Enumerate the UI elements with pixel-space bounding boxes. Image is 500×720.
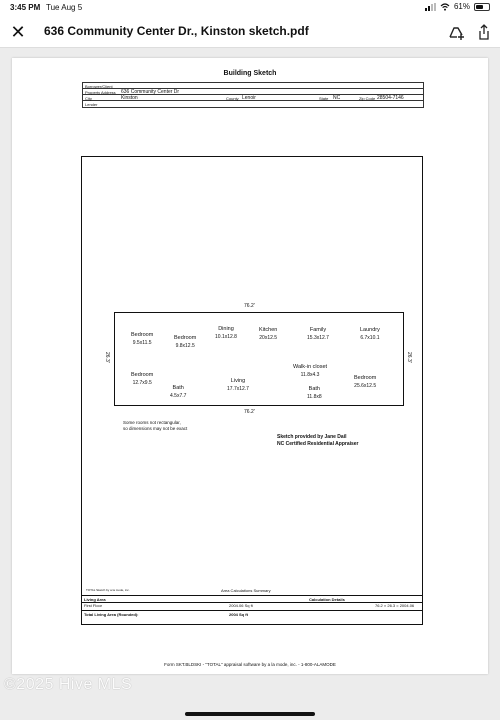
- note-line-2: so dimensions may not be exact: [123, 426, 188, 431]
- pdf-toolbar: [0, 16, 500, 48]
- room-size: 10.1x12.8: [215, 334, 237, 340]
- dimension-note: [123, 420, 187, 432]
- room-size: 11.8x8: [307, 394, 322, 400]
- summary-title: Area Calculations Summary: [221, 588, 271, 593]
- living-area-label: Living Area: [84, 597, 106, 602]
- first-floor-calc: 76.2 × 26.3 = 2004.06: [375, 603, 415, 608]
- close-icon[interactable]: ✕: [10, 22, 26, 42]
- room-name: Bedroom: [131, 372, 154, 378]
- room-name: Laundry: [360, 327, 380, 333]
- room-bath-1: [170, 384, 186, 400]
- credit-line-1: Sketch provided by Jane Dail: [277, 434, 347, 440]
- battery-icon: [474, 3, 490, 11]
- battery-percent: 61%: [453, 2, 470, 11]
- room-size: 12.7x9.5: [132, 380, 152, 386]
- room-bath-2: [307, 385, 322, 401]
- room-size: 25.6x12.5: [354, 383, 377, 389]
- first-floor-label: First Floor: [84, 603, 102, 608]
- borrower-label: Borrower/Client: [85, 84, 113, 89]
- appraiser-credit: [277, 434, 359, 448]
- state-label: State: [319, 96, 329, 101]
- room-name: Family: [309, 327, 327, 333]
- first-floor-value: 2004.06 Sq ft: [229, 603, 253, 608]
- room-bedroom-2: [174, 334, 196, 350]
- calc-details-label: Calculation Details: [309, 597, 345, 602]
- zip-value: 28504-7146: [377, 95, 404, 101]
- status-time: 3:45 PM: [10, 3, 41, 12]
- property-header-table: [82, 82, 424, 108]
- home-indicator[interactable]: [185, 712, 315, 716]
- room-name: Bedroom: [131, 332, 154, 338]
- room-size: 6.7x10.1: [360, 335, 380, 341]
- city-label: City: [85, 96, 92, 101]
- room-bedroom-4: [354, 374, 376, 390]
- room-size: 4.5x7.7: [170, 393, 187, 399]
- county-value: Lenoir: [242, 95, 256, 101]
- dimension-left: 26.3': [104, 352, 110, 363]
- status-date: Tue Aug 5: [46, 3, 83, 12]
- room-name: Bedroom: [174, 335, 197, 341]
- city-value: Kinston: [121, 95, 138, 101]
- status-right: [425, 2, 490, 11]
- room-size: 15.3x12.7: [307, 335, 329, 341]
- add-to-drive-icon[interactable]: [446, 22, 466, 42]
- sketch-title: Building Sketch: [223, 70, 277, 77]
- note-line-1: Some rooms not rectangular,: [123, 420, 181, 425]
- room-size: 20x12.5: [259, 335, 278, 341]
- state-value: NC: [333, 95, 341, 101]
- dimension-top: 76.2': [244, 303, 255, 309]
- room-name: Living: [230, 378, 246, 384]
- room-name: Bath: [308, 386, 320, 392]
- document-title: 636 Community Center Dr., Kinston sketch.pdf: [44, 24, 309, 38]
- room-dining: [215, 325, 237, 341]
- dimension-bottom: 76.2': [244, 409, 255, 415]
- room-name: Bedroom: [354, 375, 377, 381]
- room-name: Walk-in closet: [293, 364, 328, 370]
- zip-label: Zip Code: [359, 96, 376, 101]
- lender-label: Lender: [85, 102, 98, 107]
- room-size: 17.7x12.7: [227, 386, 249, 392]
- room-family: [307, 326, 329, 342]
- room-laundry: [360, 326, 380, 342]
- software-note: TOTAL Sketch by a la mode, inc.: [86, 588, 130, 592]
- share-icon[interactable]: [474, 22, 494, 42]
- form-footer: Form SKT.BLDSKI - "TOTAL" appraisal software by a la mode, inc. - 1-800-ALAMODE: [164, 662, 336, 667]
- room-walk-in-closet: [293, 363, 327, 379]
- cellular-signal-icon: [425, 3, 436, 11]
- status-bar: [0, 0, 500, 16]
- county-label: County: [226, 96, 239, 101]
- total-area-label: Total Living Area (Rounded):: [84, 612, 139, 617]
- room-size: 11.8x4.3: [300, 372, 320, 378]
- room-size: 9.8x12.5: [175, 343, 195, 349]
- room-bedroom-3: [131, 371, 153, 387]
- property-label: Property Address: [85, 90, 116, 95]
- header-row-lender: [83, 101, 423, 107]
- room-name: Kitchen: [259, 327, 278, 333]
- room-kitchen: [259, 326, 277, 342]
- dimension-right: 26.3': [406, 352, 412, 363]
- room-size: 9.5x11.5: [132, 340, 152, 346]
- room-living: [227, 377, 249, 393]
- wifi-icon: [440, 3, 450, 11]
- credit-line-2: NC Certified Residential Appraiser: [277, 441, 359, 447]
- mls-watermark: ©2025 Hive MLS: [4, 676, 133, 693]
- total-area-value: 2004 Sq ft: [229, 612, 248, 617]
- room-name: Bath: [172, 385, 184, 391]
- property-value: 636 Community Center Dr: [121, 89, 180, 95]
- pdf-page[interactable]: [12, 58, 488, 674]
- room-bedroom-1: [131, 331, 153, 347]
- room-name: Dining: [218, 326, 234, 332]
